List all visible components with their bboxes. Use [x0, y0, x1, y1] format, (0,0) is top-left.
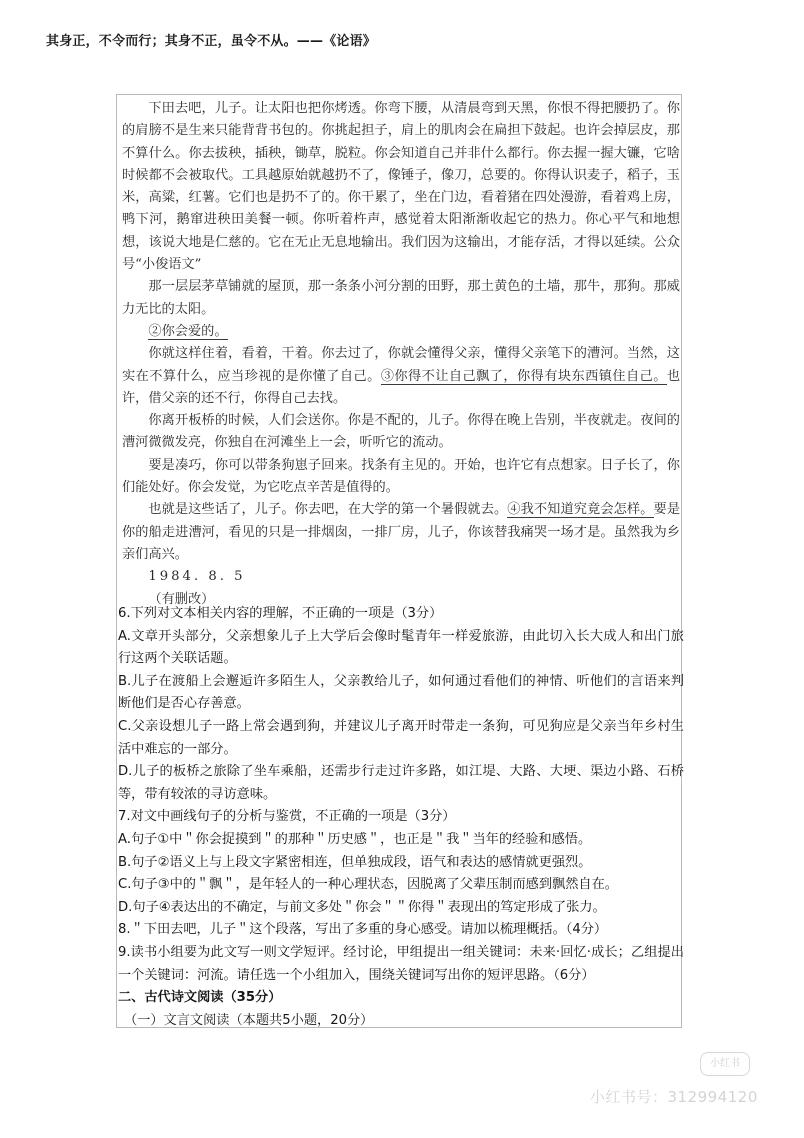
- question-7-option-d: D.句子④表达出的不确定，与前文多处＂你会＂＂你得＂表现出的笃定形成了张力。: [118, 899, 606, 915]
- passage-paragraph-1: 下田去吧，儿子。让太阳也把你烤透。你弯下腰，从清晨弯到天黑，你恨不得把腰扔了。你的肩膀不是生来只能背背书包的。你挑起担子，肩上的肌肉会在扁担下鼓起。也许会掉层皮，那不算什么。你去拔秧，插秧，锄草，脱粒。你会知道自己并非什么都行。你去握一握大镰，它啥时候都不会被取代。工具越原始就越扔不了，像锤子，像刀，总要的。你得认识麦子，稻子，玉米，高粱，红薯。它们也是扔不了的。你干累了，坐在门边，看着猪在四处漫游，看着鸡上房，鸭下河，鹅窜进秧田美餐一顿。你听着杵声，感觉着太阳渐渐收起它的热力。你心平气和地想想，该说大地是仁慈的。它在无止无息地输出。我们因为这输出，才能存活，才得以延续。公众号“小俊语文”: [122, 101, 680, 273]
- watermark-id: 小红书号：312994120: [590, 1088, 758, 1106]
- question-7-option-b: B.句子②语义上与上段文字紧密相连，但单独成段，语气和表达的感情就更强烈。: [118, 854, 592, 870]
- passage-text: 要是你的船走进漕河，看见的只是一排烟囱，一排厂房，儿子，你该替我痛哭一场才是。虽然我为乡亲们高兴。: [122, 502, 681, 562]
- section-heading: 二、古代诗文阅读（35分）: [118, 990, 282, 1006]
- passage-paragraph-5: 你离开板桥的时候，人们会送你。你是不配的，儿子。你得在晚上告别，半夜就走。夜间的漕河微微发亮，你独自在河滩坐上一会，听听它的流动。: [122, 413, 680, 451]
- passage-paragraph-3: [122, 321, 680, 343]
- underlined-sentence-2: ②你会爱的。: [148, 323, 228, 339]
- passage-paragraph-4: [122, 343, 680, 410]
- question-6: 6.下列对文本相关内容的理解，不正确的一项是（3分）: [118, 606, 443, 621]
- question-6-option-d: D.儿子的板桥之旅除了坐车乘船，还需步行走过许多路，如江堤、大路、大埂、渠边小路、石桥等，带有较浓的寻访意味。: [118, 764, 684, 802]
- question-8: 8.＂下田去吧，儿子＂这个段落，写出了多重的身心感受。请加以梳理概括。（4分）: [118, 922, 608, 938]
- passage-text: 也许，借父亲的还不行，你得自己去找。: [122, 368, 681, 406]
- passage-text: 也就是这些话了，儿子。你去吧，在大学的第一个暑假就去。: [148, 502, 508, 518]
- question-6-option-c: C.父亲设想儿子一路上常会遇到狗，并建议儿子离开时带走一条狗，可见狗应是父亲当年乡村生活中难忘的一部分。: [118, 718, 684, 757]
- underlined-sentence-3: ③你得不让自己飘了，你得有块东西镇住自己。: [380, 368, 667, 384]
- watermark-logo: 小红书: [700, 1052, 750, 1076]
- question-7: 7.对文中画线句子的分析与鉴赏，不正确的一项是（3分）: [118, 809, 456, 825]
- passage-note: （有删改）: [148, 591, 215, 607]
- question-6-option-b: B.儿子在渡船上会邂逅许多陌生人，父亲教给儿子，如何通过看他们的神情、听他们的言语来判断他们是否心存善意。: [118, 673, 684, 712]
- passage-date: 1984. 8. 5: [148, 569, 246, 585]
- question-6-option-a: A.文章开头部分，父亲想象儿子上大学后会像时髦青年一样爱旅游，由此切入长大成人和出门旅行这两个关联话题。: [118, 628, 684, 667]
- passage-paragraph-2: 那一层层茅草铺就的屋顶，那一条条小河分割的田野，那土黄色的土墙，那牛，那狗。那威力无比的太阳。: [122, 279, 680, 317]
- passage-text: 你就这样住着，看着，干着。你去过了，你就会懂得父亲，懂得父亲笔下的漕河。当然，这实在不算什么，应当珍视的是你懂了自己。: [122, 346, 680, 384]
- questions-block: [118, 603, 684, 1032]
- question-7-option-a: A.句子①中＂你会捉摸到＂的那种＂历史感＂，也正是＂我＂当年的经验和感悟。: [118, 831, 592, 847]
- underlined-sentence-4: ④我不知道究竟会怎样。: [507, 502, 654, 518]
- question-9: 9.读书小组要为此文写一则文学短评。经讨论，甲组提出一组关键词：未来·回忆·成长；乙组提出一个关键词：河流。请任选一个小组加入，围绕关键词写出你的短评思路。（6分）: [118, 944, 684, 983]
- subsection-heading: （一）文言文阅读（本题共5小题，20分）: [124, 1012, 374, 1028]
- header-quote: 其身正，不令而行；其身不正，虽令不从。——《论语》: [46, 34, 377, 49]
- reading-passage: [122, 98, 680, 611]
- question-7-option-c: C.句子③中的＂飘＂，是年轻人的一种心理状态，因脱离了父辈压制而感到飘然自在。: [118, 877, 618, 893]
- passage-paragraph-6: 要是凑巧，你可以带条狗崽子回来。找条有主见的。开始，也许它有点想家。日子长了，你们能处好。你会发觉，为它吃点辛苦是值得的。: [122, 457, 680, 496]
- passage-paragraph-7: [122, 499, 680, 566]
